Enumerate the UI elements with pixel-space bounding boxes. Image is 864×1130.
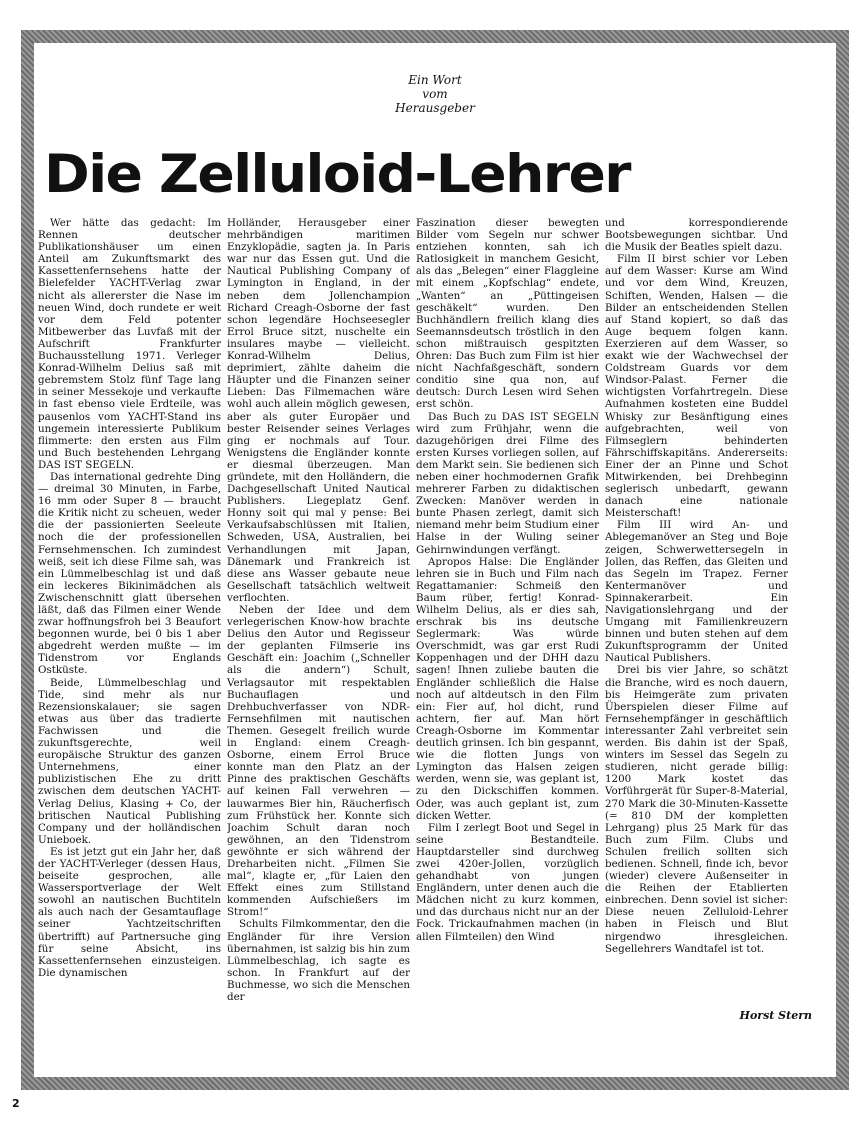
paragraph: Es ist jetzt gut ein Jahr her, daß der YACHT-Verleger (dessen Haus, beiseite gesprochen, alle Wassersportverlage der Welt sowohl an nautischen Buchtiteln als auch nach der Gesamtauflage seiner Yachtzeitschriften übertrifft) auf Partnersuche ging für seine Absicht, ins Kassettenfernsehen einzusteigen. Die dynamischen [38, 845, 221, 979]
paragraph: Schults Filmkommentar, den die Engländer für ihre Version übernahmen, ist salzig bis hin zum Lümmelbeschlag, ich sagte es schon. In Frankfurt auf der Buchmesse, wo sich die Menschen der [227, 918, 410, 1003]
editorial-kicker [34, 73, 836, 115]
paragraph: Wer hätte das gedacht: Im Rennen deutscher Publikationshäuser um einen Anteil am Zukunftsmarkt des Kassettenfernsehens hatte der Bielefelder YACHT-Verlag zwar nicht als allererster die Nase im neuen Wind, doch rundete er weit vor dem Feld potenter Mitbewerber das Luvfaß mit der Aufschrift Frankfurter Buchausstellung 1971. Verleger Konrad-Wilhelm Delius saß mit gebremstem Stolz fünf Tage lang in seiner Messekoje und verkaufte in fast ebenso viele Erdteile, was pausenlos vom YACHT-Stand ins ungemein interessierte Publikum flimmerte: den ersten aus Film und Buch bestehenden Lehrgang DAS IST SEGELN. [38, 217, 221, 471]
text-column-1 [38, 217, 221, 1007]
paragraph: Drei bis vier Jahre, so schätzt die Branche, wird es noch dauern, bis Heimgeräte zum privaten Überspielen dieser Filme auf Fernsehempfänger in geschäftlich interessanter Zahl verbreitet sein werden. Bis dahin ist der Spaß, winters im Sessel das Segeln zu studieren, nicht gerade billig: 1200 Mark kostet das Vorführgerät für Super-8-Material, 270 Mark die 30-Minuten-Kassette (= 810 DM der kompletten Lehrgang) plus 25 Mark für das Buch zum Film. Clubs und Schulen freilich sollten sich bedienen. Schnell, finde ich, bevor (wieder) clevere Außenseiter in die Reihen der Etablierten einbrechen. Denn soviel ist sicher: Diese neuen Zelluloid-Lehrer haben in Fleisch und Blut nirgendwo ihresgleichen. Segellehrers Wandtafel ist tot. [605, 664, 788, 955]
paragraph: Neben der Idee und dem verlegerischen Know-how brachte Delius den Autor und Regisseur der geplanten Filmserie ins Geschäft ein: Joachim („Schneller als die andern“) Schult, Verlagsautor mit respektablen Buchauflagen und Drehbuchverfasser von NDR-Fernsehfilmen mit nautischen Themen. Gesegelt freilich wurde in England: einem Creagh-Osborne, einem Errol Bruce konnte man den Platz an der Pinne des praktischen Geschäfts auf keinen Fall verwehren — lauwarmes Bier hin, Räucherfisch zum Frühstück her. Konnte sich Joachim Schult daran noch gewöhnen, an den Tidenstrom gewöhnte er sich während der Dreharbeiten nicht. „Filmen Sie mal“, klagte er, „für Laien den Effekt eines zum Stillstand kommenden Aufschießers im Strom!“ [227, 604, 410, 919]
text-column-3 [416, 217, 599, 1007]
paragraph: Das Buch zu DAS IST SEGELN wird zum Frühjahr, wenn die dazugehörigen drei Filme des ersten Kurses vorliegen sollen, auf dem Markt sein. Sie bedienen sich neben einer hochmodernen Grafik mehrerer Farben zu didaktischen Zwecken: Manöver werden in bunte Phasen zerlegt, damit sich niemand mehr beim Studium einer Halse in der Wuling seiner Gehirnwindungen verfängt. [416, 410, 599, 556]
kicker-line: Herausgeber [395, 101, 475, 115]
kicker-line: vom [422, 87, 448, 101]
headline: Die Zelluloid-Lehrer [44, 144, 630, 205]
paragraph: Faszination dieser bewegten Bilder vom Segeln nur schwer entziehen konnten, sah ich Ratlosigkeit in manchem Gesicht, als das „Belegen“ einer Flaggleine mit einem „Kopfschlag“ endete, „Wanten“ an „Püttingeisen geschäkelt“ wurden. Den Buchhändlern freilich klang dies Seemannsdeutsch tröstlich in den schon mißtrauisch gespitzten Ohren: Das Buch zum Film ist hier nicht Nachfaßgeschäft, sondern conditio sine qua non, auf deutsch: Durch Lesen wird Sehen erst schön. [416, 217, 599, 411]
article-body [38, 217, 788, 1007]
paragraph: Film I zerlegt Boot und Segel in seine Bestandteile. Hauptdarsteller sind durchweg zwei 420er-Jollen, vorzüglich gehandhabt von jungen Engländern, unter denen auch die Mädchen nicht zu kurz kommen, und das durchaus nicht nur an der Fock. Trickaufnahmen machen (in allen Filmteilen) den Wind [416, 821, 599, 943]
page-number: 2 [12, 1097, 20, 1110]
kicker-line: Ein Wort [408, 73, 462, 87]
paragraph: Holländer, Herausgeber einer mehrbändigen maritimen Enzyklopädie, sagten ja. In Paris war nur das Essen gut. Und die Nautical Publishing Company of Lymington in England, in der neben dem Jollenchampion Richard Creagh-Osborne der fast schon legendäre Hochseesegler Errol Bruce sitzt, nuschelte ein insulares maybe — vielleicht. Konrad-Wilhelm Delius, deprimiert, zählte daheim die Häupter und die Finanzen seiner Lieben: Das Filmemachen wäre wohl auch allein möglich gewesen, aber als guter Europäer und bester Reisender seines Verlages ging er nochmals auf Tour. Wenigstens die Engländer konnte er diesmal überzeugen. Man gründete, mit den Holländern, die Dachgesellschaft United Nautical Publishers. Liegeplatz Genf. Honny soit qui mal y pense: Bei Verkaufsabschlüssen mit Italien, Schweden, USA, Australien, bei Verhandlungen mit Japan, Dänemark und Frankreich ist diese ans Wasser gebaute neue Gesellschaft tatsächlich weltweit verflochten. [227, 217, 410, 604]
paragraph: Beide, Lümmelbeschlag und Tide, sind mehr als nur Rezensionskalauer; sie sagen etwas aus über das tradierte Fachwissen und die zukunftsgerechte, weil europäische Struktur des ganzen Unternehmens, einer publizistischen Ehe zu dritt zwischen dem deutschen YACHT-Verlag Delius, Klasing + Co, der britischen Nautical Publishing Company und der holländischen Unieboek. [38, 676, 221, 846]
paragraph: Das international gedrehte Ding — dreimal 30 Minuten, in Farbe, 16 mm oder Super 8 — braucht die Kritik nicht zu scheuen, weder die der passionierten Seeleute noch die der professionellen Fernsehmenschen. Ich zumindest weiß, seit ich diese Filme sah, was ein Lümmelbeschlag ist und daß ein leckeres Bikinimädchen als Zwischenschnitt glatt übersehen läßt, daß das Filmen einer Wende zwar hoffnungsfroh bei 3 Beaufort begonnen wurde, bei 0 bis 1 aber abgedreht werden mußte — im Tidenstrom vor Englands Ostküste. [38, 470, 221, 677]
author-signature: Horst Stern [739, 1009, 812, 1022]
paragraph: Apropos Halse: Die Engländer lehren sie in Buch und Film nach Regattamanier: Schmeiß den Baum rüber, fertig! Konrad-Wilhelm Delius, als er dies sah, erschrak bis ins deutsche Seglermark: Was würde Overschmidt, was gar erst Rudi Koppenhagen und der DHH dazu sagen! Ihnen zuliebe bauten die Engländer schließlich die Halse noch auf altdeutsch in den Film ein: Fier auf, hol dicht, rund achtern, fier auf. Man hört Creagh-Osborne im Kommentar deutlich grinsen. Ich bin gespannt, wie die flotten Jungs von Lymington das Halsen zeigen werden, wenn sie, was geplant ist, zu den Dickschiffen kommen. Oder, was auch geplant ist, zum dicken Wetter. [416, 555, 599, 822]
paragraph: Film II birst schier vor Leben auf dem Wasser: Kurse am Wind und vor dem Wind, Kreuzen, Schiften, Wenden, Halsen — die Bilder an entscheidenden Stellen auf Stand kopiert, so daß das Auge bequem folgen kann. Exerzieren auf dem Wasser, so exakt wie der Wachwechsel der Coldstream Guards vor dem Windsor-Palast. Ferner die wichtigsten Vorfahrtregeln. Diese Aufnahmen kosteten eine Buddel Whisky zur Besänftigung eines aufgebrachten, weil von Filmseglern behinderten Fährschiffskapitäns. Andererseits: Einer der an Pinne und Schot Mitwirkenden, bei Drehbeginn seglerisch unbedarft, gewann danach eine nationale Meisterschaft! [605, 253, 788, 520]
paragraph: Film III wird An- und Ablegemanöver an Steg und Boje zeigen, Schwerwettersegeln in Jollen, das Reffen, das Gleiten und das Segeln im Trapez. Ferner Kentermanöver und Spinnakerarbeit. Ein Navigationslehrgang und der Umgang mit Familienkreuzern binnen und buten stehen auf dem Zukunftsprogramm der United Nautical Publishers. [605, 519, 788, 665]
text-column-2 [227, 217, 410, 1007]
paragraph: und korrespondierende Bootsbewegungen sichtbar. Und die Musik der Beatles spielt dazu. [605, 217, 788, 254]
text-column-4 [605, 217, 788, 1007]
